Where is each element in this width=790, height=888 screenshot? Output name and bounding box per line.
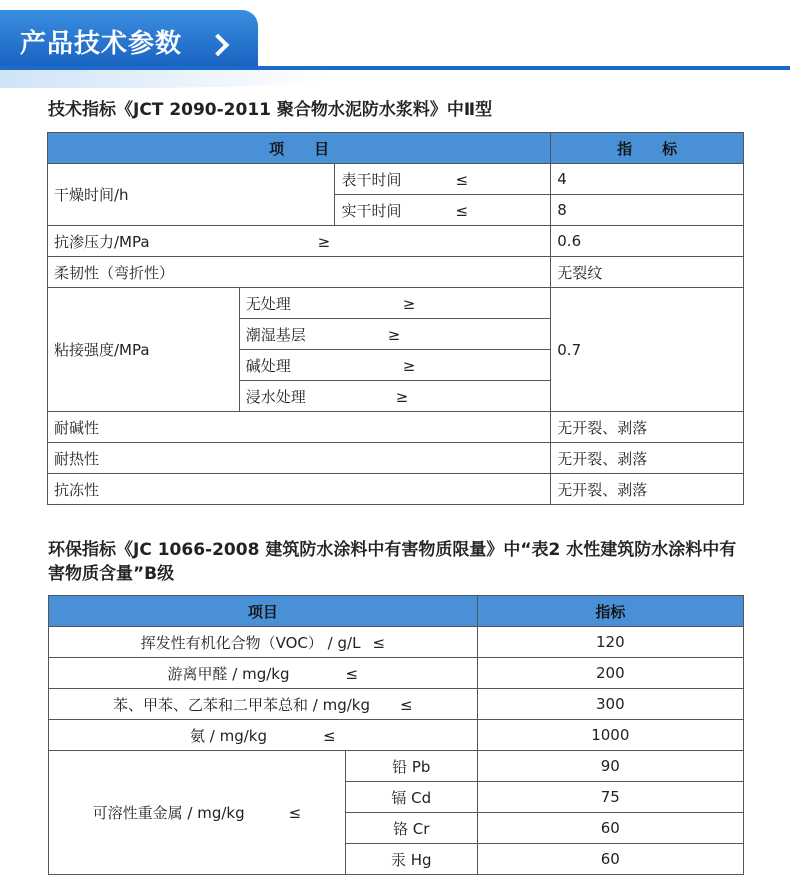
benzene-value: 300	[477, 689, 743, 720]
bond-sub-cell	[239, 319, 551, 350]
table-row	[48, 257, 744, 288]
hard-dry-value: 8	[551, 195, 744, 226]
ammonia-value: 1000	[477, 720, 743, 751]
header-item: 项目	[49, 596, 478, 627]
alkali-label: 耐碱性	[48, 412, 551, 443]
impermeability-cell	[48, 226, 551, 257]
table-row	[49, 627, 744, 658]
bond-sub-name: 潮湿基层	[245, 325, 306, 344]
voc-cell	[49, 627, 478, 658]
table-row	[48, 288, 744, 319]
metal-name: 镉 Cd	[345, 782, 477, 813]
impermeability-sym: ≥	[317, 232, 331, 251]
metal-name: 铬 Cr	[345, 813, 477, 844]
banner-swoosh	[0, 70, 330, 88]
metal-value: 75	[477, 782, 743, 813]
metal-name: 铅 Pb	[345, 751, 477, 782]
bond-sub-sym: ≥	[402, 294, 416, 313]
flexibility-label: 柔韧性（弯折性）	[48, 257, 551, 288]
bond-sub-cell	[239, 350, 551, 381]
table-header-row	[49, 596, 744, 627]
impermeability-value: 0.6	[551, 226, 744, 257]
metals-label: 可溶性重金属 / mg/kg	[92, 804, 245, 822]
tech-spec-table	[47, 132, 744, 505]
table-row	[48, 226, 744, 257]
bond-sub-sym: ≥	[387, 325, 401, 344]
bond-sub-sym: ≥	[395, 387, 409, 406]
formaldehyde-cell	[49, 658, 478, 689]
freeze-value: 无开裂、剥落	[551, 474, 744, 505]
metals-cell	[49, 751, 346, 875]
bond-sub-cell	[239, 288, 551, 319]
voc-value: 120	[477, 627, 743, 658]
chevron-right-icon	[207, 34, 230, 57]
voc-sym: ≤	[372, 633, 386, 652]
banner	[0, 0, 790, 88]
surface-dry-cell	[335, 164, 551, 195]
metal-value: 60	[477, 844, 743, 875]
ammonia-sym: ≤	[323, 726, 336, 745]
heat-label: 耐热性	[48, 443, 551, 474]
formaldehyde-sym: ≤	[345, 664, 359, 683]
flexibility-value: 无裂纹	[551, 257, 744, 288]
ammonia-cell	[49, 720, 478, 751]
table-header-row	[48, 133, 744, 164]
bond-sub-name: 碱处理	[245, 356, 291, 375]
table-row	[49, 720, 744, 751]
header-item: 项 目	[48, 133, 551, 164]
benzene-label: 苯、甲苯、乙苯和二甲苯总和 / mg/kg	[113, 695, 371, 714]
ammonia-label: 氨 / mg/kg	[190, 726, 268, 745]
bond-sub-name: 浸水处理	[245, 387, 306, 406]
surface-dry-name: 表干时间	[341, 170, 402, 189]
heat-value: 无开裂、剥落	[551, 443, 744, 474]
table-row	[48, 443, 744, 474]
hard-dry-name: 实干时间	[341, 201, 402, 220]
formaldehyde-label: 游离甲醛 / mg/kg	[167, 664, 290, 683]
metal-value: 60	[477, 813, 743, 844]
table-row	[48, 412, 744, 443]
metals-sym: ≤	[288, 804, 302, 822]
bond-sub-sym: ≥	[402, 356, 416, 375]
freeze-label: 抗冻性	[48, 474, 551, 505]
section1-heading: 技术指标《JCT 2090-2011 聚合物水泥防水浆料》中Ⅱ型	[48, 100, 493, 120]
bond-value: 0.7	[551, 288, 744, 412]
hard-dry-cell	[335, 195, 551, 226]
header-index: 指 标	[551, 133, 744, 164]
bond-sub-cell	[239, 381, 551, 412]
surface-dry-value: 4	[551, 164, 744, 195]
bond-sub-name: 无处理	[245, 294, 291, 313]
banner-tab	[0, 10, 258, 66]
metal-value: 90	[477, 751, 743, 782]
benzene-cell	[49, 689, 478, 720]
header-index: 指标	[477, 596, 743, 627]
banner-title: 产品技术参数	[20, 29, 183, 59]
benzene-sym: ≤	[400, 695, 413, 714]
table-row	[48, 164, 744, 195]
metal-name: 汞 Hg	[345, 844, 477, 875]
bond-label: 粘接强度/MPa	[48, 288, 240, 412]
table-row	[48, 474, 744, 505]
hard-dry-sym: ≤	[455, 201, 469, 220]
dry-time-label: 干燥时间/h	[48, 164, 335, 226]
table-row	[49, 658, 744, 689]
env-spec-table	[48, 595, 744, 875]
table-row	[49, 751, 744, 782]
surface-dry-sym: ≤	[455, 170, 469, 189]
section2-heading: 环保指标《JC 1066-2008 建筑防水涂料中有害物质限量》中“表2 水性建筑防水涂料中有害物质含量”B级	[48, 540, 737, 584]
formaldehyde-value: 200	[477, 658, 743, 689]
alkali-value: 无开裂、剥落	[551, 412, 744, 443]
impermeability-label: 抗渗压力/MPa	[54, 232, 150, 251]
table-row	[49, 689, 744, 720]
voc-label: 挥发性有机化合物（VOC） / g/L	[140, 633, 361, 652]
